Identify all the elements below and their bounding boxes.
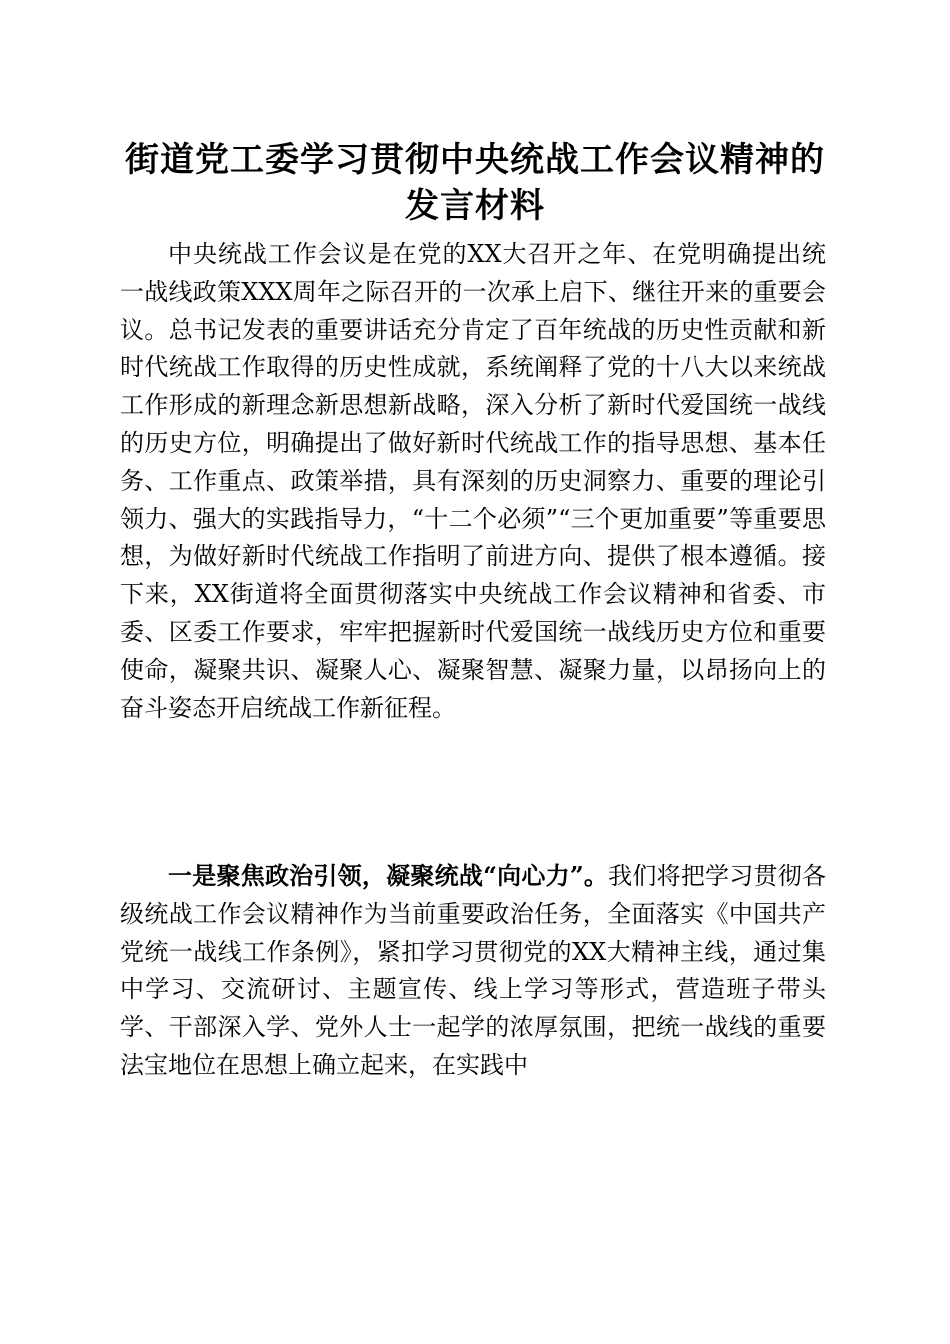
paragraph-point-one xyxy=(120,857,826,1085)
document-title-line-2: 发言材料 xyxy=(405,186,545,226)
paragraph-point-one-lead: 一是聚焦政治引领，凝聚统战“向心力”。 xyxy=(168,861,609,890)
paragraph-intro: 中央统战工作会议是在党的XX大召开之年、在党明确提出统一战线政策XXX周年之际召开的一次承上启下、继往开来的重要会议。总书记发表的重要讲话充分肯定了百年统战的历史性贡献和新时代统战工作取得的历史性成就，系统阐释了党的十八大以来统战工作形成的新理念新思想新战略，深入分析了新时代爱国统一战线的历史方位，明确提出了做好新时代统战工作的指导思想、基本任务、工作重点、政策举措，具有深刻的历史洞察力、重要的理论引领力、强大的实践指导力，“十二个必须”“三个更加重要”等重要思想，为做好新时代统战工作指明了前进方向、提供了根本遵循。接下来，XX街道将全面贯彻落实中央统战工作会议精神和省委、市委、区委工作要求，牢牢把握新时代爱国统一战线历史方位和重要使命，凝聚共识、凝聚人心、凝聚智慧、凝聚力量，以昂扬向上的奋斗姿态开启统战工作新征程。 xyxy=(120,240,826,722)
paragraph-point-one-body: 我们将把学习贯彻各级统战工作会议精神作为当前重要政治任务，全面落实《中国共产党统一战线工作条例》，紧扣学习贯彻党的XX大精神主线，通过集中学习、交流研讨、主题宣传、线上学习等形式，营造班子带头学、干部深入学、党外人士一起学的浓厚氛围，把统一战线的重要法宝地位在思想上确立起来，在实践中 xyxy=(120,862,827,1079)
document-title-line-1: 街道党工委学习贯彻中央统战工作会议精神的 xyxy=(125,140,825,180)
